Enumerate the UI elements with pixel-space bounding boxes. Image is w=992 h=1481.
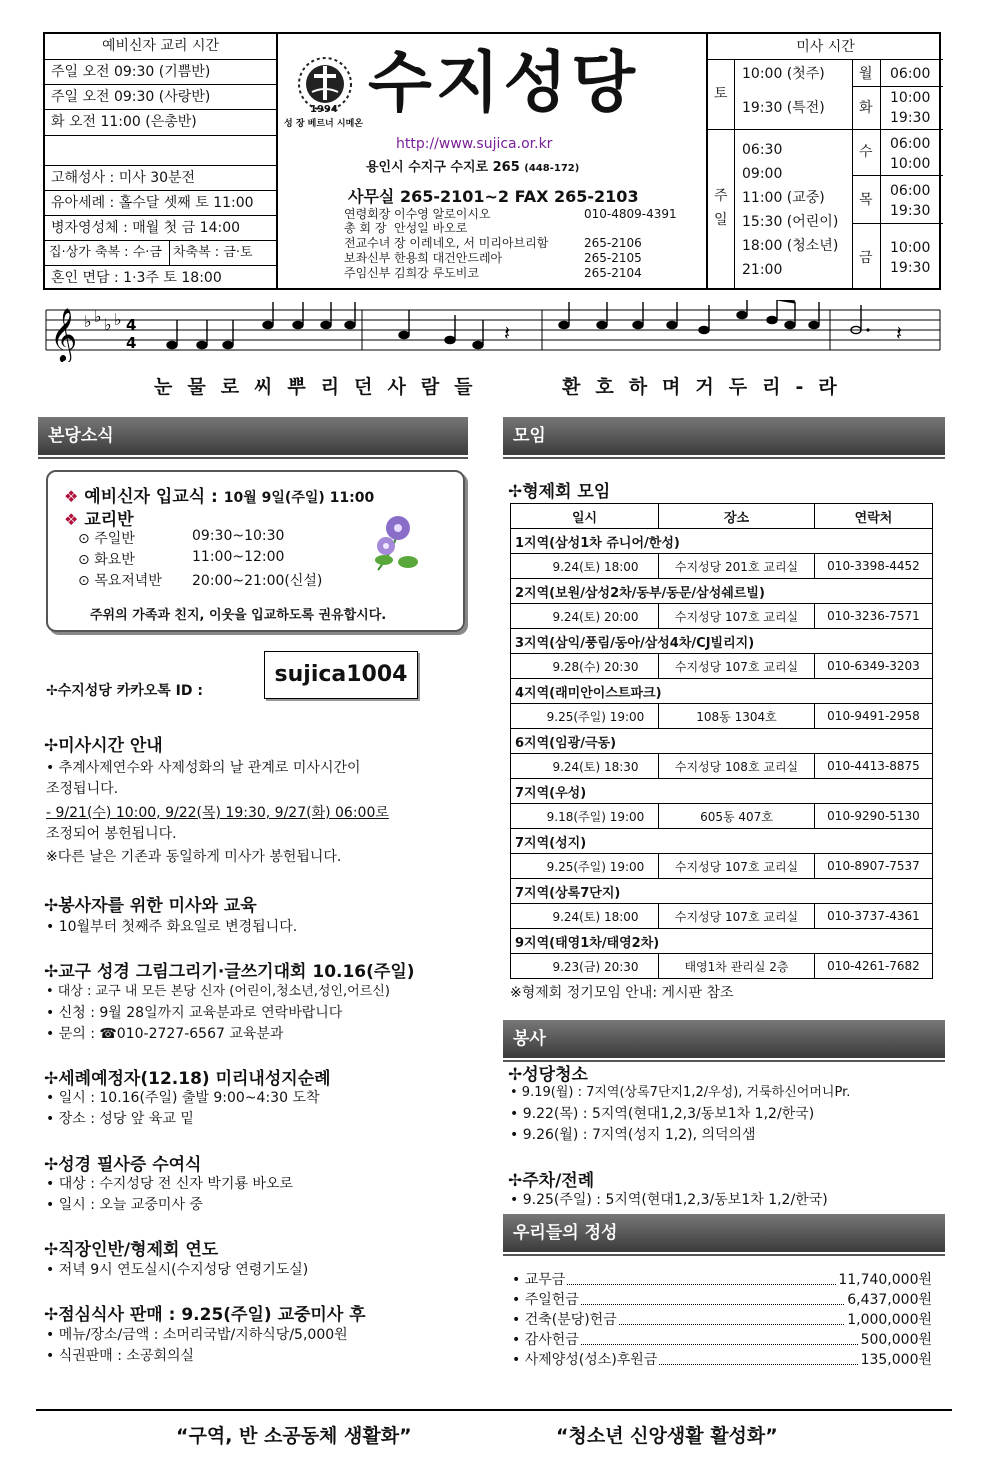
class-label: 교리반 xyxy=(84,510,134,530)
staff-phone: 265-2105 xyxy=(584,251,642,265)
music-staff xyxy=(44,300,942,362)
body-line: • 9.25(주일) : 5지역(현대1,2,3/동보1차 1,2/한국) xyxy=(510,1192,828,1208)
address xyxy=(366,156,579,175)
table-header-row xyxy=(511,504,933,529)
body-line: • 문의 : ☎010-2727-6567 교육분과 xyxy=(46,1026,284,1042)
body-line: • 9.19(월) : 7지역(상록7단지1,2/우성), 거룩하신어머니Pr. xyxy=(510,1085,851,1100)
staff-role: 총 회 장 xyxy=(344,221,387,235)
table-row xyxy=(511,704,933,729)
meeting-place: 605동 407호 xyxy=(659,804,815,829)
section-title: ✢미사시간 안내 xyxy=(44,736,163,756)
bullet-icon: ⊙ xyxy=(78,552,95,568)
morning-glory-icon xyxy=(368,510,424,580)
svg-text:♭: ♭ xyxy=(84,312,92,331)
staff-role: 전교수녀 xyxy=(344,236,391,250)
sunday-time: 15:30 (어린이) xyxy=(742,214,839,230)
meeting-date: 9.25(주일) 19:00 xyxy=(511,854,659,879)
weekday-label: 화 xyxy=(859,100,873,116)
meeting-place: 수지성당 107호 교리실 xyxy=(659,854,815,879)
table-row xyxy=(511,654,933,679)
postal-code: (448-172) xyxy=(524,163,580,174)
section-bar-offerings: 우리들의 정성 xyxy=(503,1214,945,1252)
meeting-place: 수지성당 107호 교리실 xyxy=(659,904,815,929)
entry-date: 10월 9일(주일) 11:00 xyxy=(223,490,375,506)
meeting-place: 수지성당 107호 교리실 xyxy=(659,604,815,629)
logo-year: 1994 xyxy=(310,104,338,115)
class-time: 20:00~21:00(신설) xyxy=(192,573,323,589)
footer-rule xyxy=(36,1409,952,1411)
grid-line xyxy=(852,175,943,176)
meeting-place: 수지성당 201호 교리실 xyxy=(659,554,815,579)
weekday-time: 19:30 xyxy=(890,203,931,219)
group-name: 7지역(우성) xyxy=(511,779,933,804)
body-line: • 저녁 9시 연도실시(수지성당 연령기도실) xyxy=(46,1262,309,1278)
meeting-date: 9.24(토) 18:00 xyxy=(511,904,659,929)
table-row-group xyxy=(511,779,933,804)
section-bar-service: 봉사 xyxy=(503,1020,945,1058)
staff-role: 보좌신부 xyxy=(344,251,391,265)
schedule-box xyxy=(45,34,278,290)
group-name: 9지역(태영1차/태영2차) xyxy=(511,929,933,954)
table-row xyxy=(511,604,933,629)
group-name: 4지역(래미안이스트파크) xyxy=(511,679,933,704)
kakao-id-box: sujica1004 xyxy=(264,651,418,699)
group-name: 7지역(성지) xyxy=(511,829,933,854)
entry-label: 예비신자 입교식 : xyxy=(84,487,224,507)
class-name: 화요반 xyxy=(94,552,135,568)
staff-name: 이수영 알로이시오 xyxy=(394,207,491,221)
meeting-contact: 010-4261-7682 xyxy=(815,954,933,979)
bullet-icon: ⊙ xyxy=(78,531,95,547)
section-bar-meetings: 모임 xyxy=(503,417,945,455)
svg-text:♭: ♭ xyxy=(104,315,112,334)
meeting-contact: 010-3398-4452 xyxy=(815,554,933,579)
staff-phone: 265-2104 xyxy=(584,266,642,280)
meeting-place: 수지성당 107호 교리실 xyxy=(659,654,815,679)
body-line: • 일시 : 10.16(주일) 출발 9:00~4:30 도착 xyxy=(46,1090,320,1106)
weekday-label: 월 xyxy=(859,66,873,82)
weekday-time: 19:30 xyxy=(890,260,931,276)
staff-role: 연령회장 xyxy=(344,207,391,221)
car-blessing: 차축복 : 금·토 xyxy=(173,245,253,260)
svg-text:♭: ♭ xyxy=(94,307,102,326)
offering-amount: 500,000원 xyxy=(860,1332,932,1348)
bulletin-header xyxy=(43,32,941,290)
staff-name: 안성일 바오로 xyxy=(394,221,468,235)
staff-phone: 265-2106 xyxy=(584,236,642,250)
table-row xyxy=(511,804,933,829)
class-row xyxy=(78,570,323,590)
table-row-group xyxy=(511,729,933,754)
invite-text: 주위의 가족과 친지, 이웃을 입교하도록 권유합시다. xyxy=(90,608,387,623)
diamond-icon: ❖ xyxy=(64,510,79,529)
body-line: • 식권판매 : 소공회의실 xyxy=(46,1348,195,1364)
svg-text:♭: ♭ xyxy=(114,310,122,329)
offering-label: • 주일헌금 xyxy=(512,1292,579,1308)
house-blessing: 집·상가 축복 : 수·금 xyxy=(49,245,162,260)
grid-line xyxy=(852,86,943,87)
infant-baptism-row: 유아세례 : 홀수달 셋째 토 11:00 xyxy=(45,191,276,216)
weekday-time: 06:00 xyxy=(890,66,931,82)
blessing-divider xyxy=(169,241,170,265)
grid-line xyxy=(734,60,735,290)
meeting-date: 9.18(주일) 19:00 xyxy=(511,804,659,829)
marriage-row: 혼인 면담 : 1·3주 토 18:00 xyxy=(51,270,222,286)
parish-name: 수지성당 xyxy=(368,44,640,121)
offering-label: • 교무금 xyxy=(512,1272,566,1288)
meeting-place: 수지성당 108호 교리실 xyxy=(659,754,815,779)
logo-caption: 성 장 베르너 시메온 xyxy=(284,119,363,129)
motto-left: “구역, 반 소공동체 생활화” xyxy=(176,1425,412,1447)
body-line: ※다른 날은 기존과 동일하게 미사가 봉헌됩니다. xyxy=(46,849,342,865)
meeting-date: 9.23(금) 20:30 xyxy=(511,954,659,979)
hymn-lyrics xyxy=(0,372,992,402)
class-heading xyxy=(64,505,134,530)
table-note: ※형제회 정기모임 안내: 게시판 참조 xyxy=(510,985,734,1001)
body-line: • 9.26(월) : 7지역(성지 1,2), 의덕의샘 xyxy=(510,1127,756,1143)
meeting-contact: 010-3737-4361 xyxy=(815,904,933,929)
sunday-time: 06:30 xyxy=(742,142,783,158)
class-name: 주일반 xyxy=(94,531,135,547)
weekday-time: 10:00 xyxy=(890,240,931,256)
meeting-contact: 010-9290-5130 xyxy=(815,804,933,829)
header-contact: 연락처 xyxy=(815,504,933,529)
meeting-contact: 010-9491-2958 xyxy=(815,704,933,729)
staff-name: 한용희 대건안드레아 xyxy=(394,251,503,265)
body-line: • 신청 : 9월 28일까지 교육분과로 연락바랍니다 xyxy=(46,1005,343,1021)
saturday-time: 10:00 (첫주) xyxy=(742,66,825,82)
section-title: ✢세례예정자(12.18) 미리내성지순례 xyxy=(44,1069,331,1089)
offering-amount: 135,000원 xyxy=(860,1352,932,1368)
body-line: • 메뉴/장소/금액 : 소머리국밥/지하식당/5,000원 xyxy=(46,1327,348,1343)
sunday-time: 18:00 (청소년) xyxy=(742,238,839,254)
lyrics-part-2: 환호하며거두리-라 xyxy=(562,376,852,398)
weekday-label: 금 xyxy=(859,250,873,266)
meeting-contact: 010-6349-3203 xyxy=(815,654,933,679)
class-row xyxy=(78,528,285,548)
offering-label: • 건축(분당)헌금 xyxy=(512,1312,617,1328)
staff-name: 김희강 루도비코 xyxy=(394,266,479,280)
weekday-label: 목 xyxy=(859,192,873,208)
blessing-row xyxy=(45,241,276,266)
body-line: 조정됩니다. xyxy=(46,781,119,797)
body-line: 조정되어 봉헌됩니다. xyxy=(46,826,177,842)
grid-line xyxy=(852,223,943,224)
saturday-label: 토 xyxy=(714,86,728,102)
staff-role: 주임신부 xyxy=(344,266,391,280)
body-line: • 일시 : 오늘 교중미사 중 xyxy=(46,1197,203,1213)
mass-times-title: 미사 시간 xyxy=(708,34,943,60)
group-name: 6지역(임광/극동) xyxy=(511,729,933,754)
motto-right: “청소년 신앙생활 활성화” xyxy=(556,1425,778,1447)
table-row-group xyxy=(511,679,933,704)
svg-text:𝄽: 𝄽 xyxy=(896,321,903,345)
body-line: • 대상 : 교구 내 모든 본당 신자 (어린이,청소년,성인,어르신) xyxy=(46,984,390,999)
weekday-time: 06:00 xyxy=(890,183,931,199)
sunday-time: 11:00 (교중) xyxy=(742,190,825,206)
catechumen-notice xyxy=(46,470,465,632)
table-row-group xyxy=(511,879,933,904)
svg-text:4: 4 xyxy=(126,316,137,334)
table-row-group xyxy=(511,929,933,954)
offering-row xyxy=(512,1330,932,1350)
table-row xyxy=(511,954,933,979)
clean-title: ✢성당청소 xyxy=(508,1065,588,1085)
body-line: • 9.22(목) : 5지역(현대1,2,3/동보1차 1,2/한국) xyxy=(510,1106,815,1122)
bullet-icon: ⊙ xyxy=(78,573,95,589)
table-row-group xyxy=(511,829,933,854)
table-row-group xyxy=(511,629,933,654)
table-row xyxy=(511,754,933,779)
meeting-place: 108동 1304호 xyxy=(659,704,815,729)
body-line: • 장소 : 성당 앞 육교 밑 xyxy=(46,1111,194,1127)
website-link[interactable]: http://www.sujica.or.kr xyxy=(396,136,553,152)
meeting-date: 9.24(토) 18:30 xyxy=(511,754,659,779)
address-text: 용인시 수지구 수지로 265 xyxy=(366,160,520,175)
sunday-label: 주 일 xyxy=(714,188,728,228)
staff-phone: 010-4809-4391 xyxy=(584,207,677,221)
offering-amount: 1,000,000원 xyxy=(847,1312,932,1328)
meeting-contact: 010-4413-8875 xyxy=(815,754,933,779)
class-time: 09:30~10:30 xyxy=(192,528,285,544)
meeting-date: 9.25(주일) 19:00 xyxy=(511,704,659,729)
table-row xyxy=(511,554,933,579)
svg-text:𝄞: 𝄞 xyxy=(50,307,78,361)
group-name: 7지역(상록7단지) xyxy=(511,879,933,904)
svg-text:𝄽: 𝄽 xyxy=(504,321,511,345)
sunday-time: 09:00 xyxy=(742,166,783,182)
section-title: ✢교구 성경 그림그리기·글쓰기대회 10.16(주일) xyxy=(44,962,415,982)
table-row-group xyxy=(511,529,933,554)
staff-name: 장 이레네오, 서 미리아브리함 xyxy=(394,236,549,250)
meeting-contact: 010-3236-7571 xyxy=(815,604,933,629)
kakao-label: ✢수지성당 카카오톡 ID : xyxy=(46,683,203,699)
meeting-place: 태영1차 관리실 2층 xyxy=(659,954,815,979)
group-name: 3지역(삼익/풍림/동아/삼성4차/CJ빌리지) xyxy=(511,629,933,654)
weekday-label: 수 xyxy=(859,144,873,160)
catechumen-row-1: 주일 오전 09:30 (기쁨반) xyxy=(45,60,276,85)
mass-times-box xyxy=(706,34,941,290)
parking-title: ✢주차/전례 xyxy=(508,1171,595,1191)
header-date: 일시 xyxy=(511,504,659,529)
weekday-time: 06:00 xyxy=(890,136,931,152)
catechumen-row-3: 화 오전 11:00 (은총반) xyxy=(45,110,276,136)
offering-row xyxy=(512,1290,932,1310)
section-title: ✢봉사자를 위한 미사와 교육 xyxy=(44,896,257,916)
meeting-date: 9.24(토) 20:00 xyxy=(511,604,659,629)
diamond-icon: ❖ xyxy=(64,487,79,506)
office-phone: 사무실 265-2101~2 FAX 265-2103 xyxy=(348,187,639,206)
group-name: 1지역(삼성1차 쥬니어/한성) xyxy=(511,529,933,554)
offering-amount: 6,437,000원 xyxy=(847,1292,932,1308)
blank-row xyxy=(45,136,276,166)
class-name: 목요저녁반 xyxy=(94,573,162,589)
sunday-time: 21:00 xyxy=(742,262,783,278)
offering-amount: 11,740,000원 xyxy=(838,1272,932,1288)
meeting-contact: 010-8907-7537 xyxy=(815,854,933,879)
brotherhood-meetings-table xyxy=(510,503,933,979)
header-place: 장소 xyxy=(659,504,815,529)
group-name: 2지역(보원/삼성2차/동부/동문/삼성쉐르빌) xyxy=(511,579,933,604)
section-title: ✢점심식사 판매 : 9.25(주일) 교중미사 후 xyxy=(44,1305,366,1325)
grid-line xyxy=(852,129,943,130)
parish-info xyxy=(278,34,706,290)
class-row xyxy=(78,549,285,569)
section-title: ✢성경 필사증 수여식 xyxy=(44,1155,202,1175)
meet-title: ✢형제회 모임 xyxy=(508,482,611,502)
offering-label: • 감사헌금 xyxy=(512,1332,579,1348)
entry-ceremony xyxy=(64,482,374,507)
weekday-time: 10:00 xyxy=(890,90,931,106)
body-line: • 10월부터 첫째주 화요일로 변경됩니다. xyxy=(46,919,298,935)
svg-text:4: 4 xyxy=(126,334,137,352)
meeting-date: 9.24(토) 18:00 xyxy=(511,554,659,579)
section-title: ✢직장인반/형제회 연도 xyxy=(44,1240,219,1260)
sick-anointing-row: 병자영성체 : 매월 첫 금 14:00 xyxy=(45,216,276,241)
body-line: • 대상 : 수지성당 전 신자 박기룡 바오로 xyxy=(46,1176,293,1192)
weekday-time: 19:30 xyxy=(890,110,931,126)
catechumen-row-2: 주일 오전 09:30 (사랑반) xyxy=(45,85,276,110)
confession-row: 고해성사 : 미사 30분전 xyxy=(45,166,276,191)
offering-row xyxy=(512,1310,932,1330)
catechumen-title: 예비신자 교리 시간 xyxy=(45,34,276,60)
weekday-time: 10:00 xyxy=(890,156,931,172)
table-row xyxy=(511,854,933,879)
offering-row xyxy=(512,1270,932,1290)
class-time: 11:00~12:00 xyxy=(192,549,285,565)
saturday-time: 19:30 (특전) xyxy=(742,100,825,116)
body-line: • 추계사제연수와 사제성화의 날 관계로 미사시간이 xyxy=(46,760,361,776)
grid-line xyxy=(708,129,852,130)
meeting-date: 9.28(수) 20:30 xyxy=(511,654,659,679)
section-bar-parish-news: 본당소식 xyxy=(38,417,468,455)
body-line: - 9/21(수) 10:00, 9/22(목) 19:30, 9/27(화) 06:00로 xyxy=(46,805,389,821)
lyrics-part-1: 눈물로씨뿌리던사람들 xyxy=(154,376,488,398)
table-row-group xyxy=(511,579,933,604)
offering-label: • 사제양성(성소)후원금 xyxy=(512,1352,658,1368)
table-row xyxy=(511,904,933,929)
offering-row xyxy=(512,1350,932,1370)
